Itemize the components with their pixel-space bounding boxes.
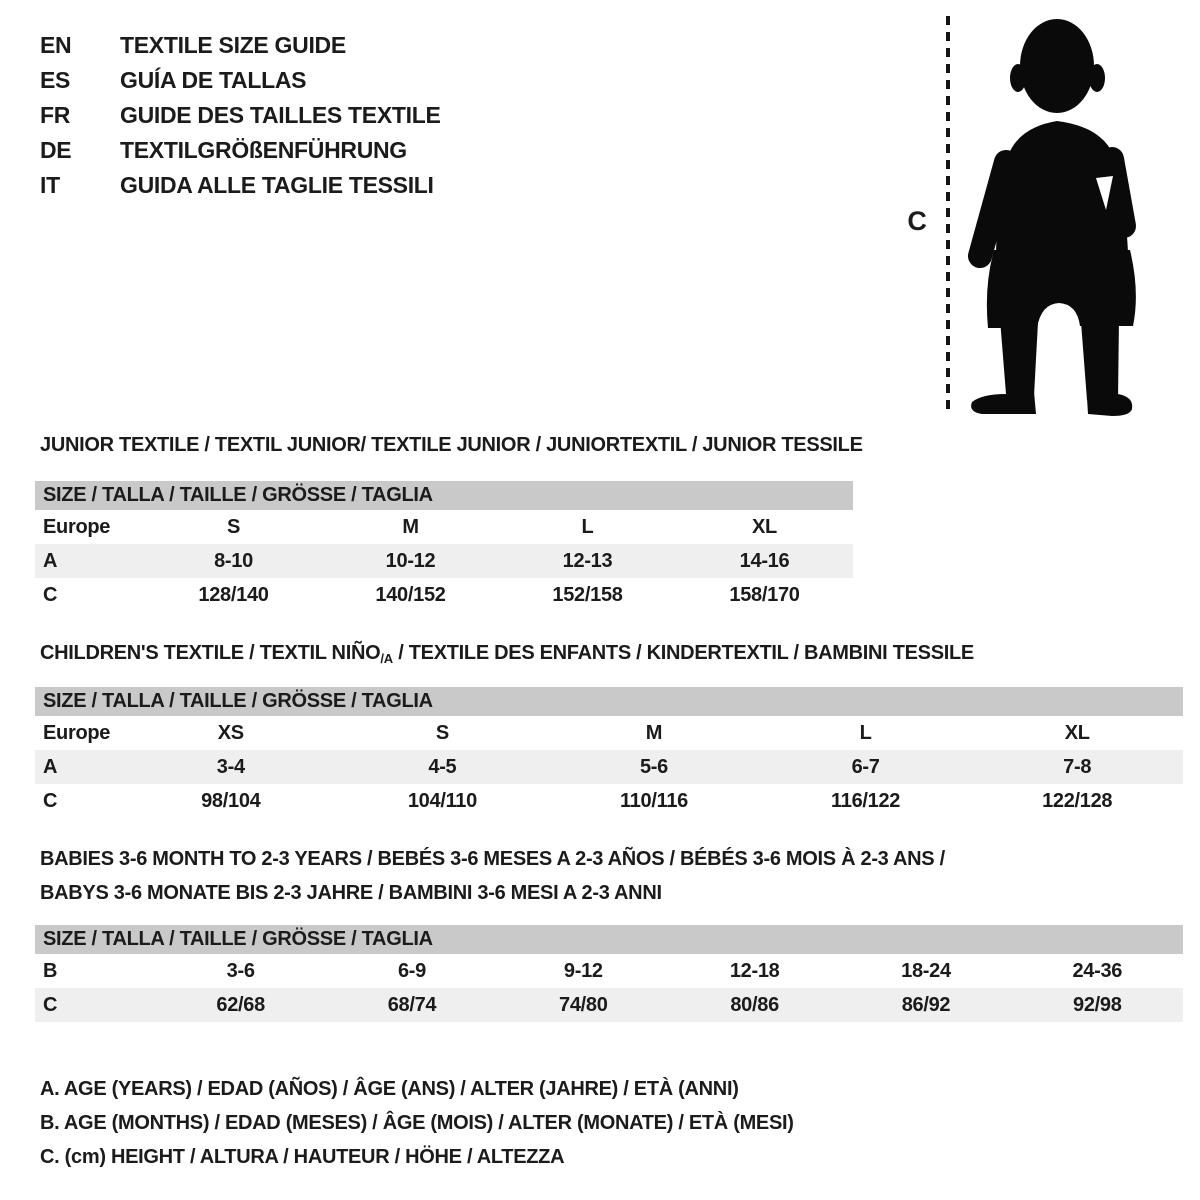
- height-cell: 116/122: [831, 789, 901, 812]
- height-cell: 110/116: [619, 789, 688, 812]
- lang-code: IT: [40, 172, 60, 198]
- babies-title-line1: BABIES 3-6 MONTH TO 2-3 YEARS / BEBÉS 3-6 MESES A 2-3 AÑOS / BÉBÉS 3-6 MOIS À 2-3 ANS /: [40, 848, 945, 870]
- children-title-subscript: /A: [380, 651, 393, 666]
- age-cell: 8-10: [214, 549, 253, 572]
- row-label: B: [43, 959, 58, 982]
- language-title-list: [40, 28, 441, 203]
- table-row-age: [35, 750, 1183, 784]
- height-cell: 128/140: [198, 583, 269, 606]
- age-cell: 3-4: [216, 755, 245, 778]
- lang-row-it: [40, 168, 441, 203]
- lang-row-en: [40, 28, 441, 63]
- legend-line-c: C. (cm) HEIGHT / ALTURA / HAUTEUR / HÖHE / ALTEZZA: [40, 1146, 565, 1168]
- junior-table-header: SIZE / TALLA / TAILLE / GRÖSSE / TAGLIA: [35, 481, 853, 510]
- table-row-height: [35, 988, 1183, 1022]
- height-cell: 152/158: [552, 583, 623, 606]
- months-cell: 9-12: [563, 959, 603, 982]
- table-row-age: [35, 544, 853, 578]
- row-label: C: [43, 993, 58, 1016]
- table-row-europe: [35, 510, 853, 544]
- height-cell: 98/104: [201, 789, 261, 812]
- children-section-title: [40, 642, 974, 666]
- toddler-silhouette-icon: [960, 14, 1140, 416]
- age-cell: 6-7: [851, 755, 880, 778]
- lang-title: TEXTILGRÖßENFÜHRUNG: [120, 137, 407, 163]
- height-cell: 158/170: [729, 583, 800, 606]
- table-row-europe: [35, 716, 1183, 750]
- size-cell: S: [226, 515, 241, 538]
- table-row-height: [35, 578, 853, 612]
- months-cell: 12-18: [729, 959, 780, 982]
- row-label: C: [43, 789, 58, 812]
- age-cell: 12-13: [562, 549, 613, 572]
- junior-size-table: [35, 481, 853, 612]
- row-label: Europe: [43, 721, 111, 744]
- junior-section-title: JUNIOR TEXTILE / TEXTIL JUNIOR/ TEXTILE JUNIOR / JUNIORTEXTIL / JUNIOR TESSILE: [40, 434, 863, 456]
- lang-row-fr: [40, 98, 441, 133]
- size-cell: L: [859, 721, 872, 744]
- children-title-part2: / TEXTILE DES ENFANTS / KINDERTEXTIL / BAMBINI TESSILE: [392, 642, 974, 664]
- months-cell: 3-6: [226, 959, 255, 982]
- measure-legend: [40, 1072, 794, 1174]
- lang-title: GUIDA ALLE TAGLIE TESSILI: [120, 172, 434, 198]
- children-size-table: [35, 687, 1183, 818]
- height-cell: 92/98: [1073, 993, 1122, 1016]
- babies-title-line2: BABYS 3-6 MONATE BIS 2-3 JAHRE / BAMBINI 3-6 MESI A 2-3 ANNI: [40, 882, 662, 904]
- size-cell: XL: [752, 515, 777, 538]
- row-label: A: [43, 549, 58, 572]
- babies-section-title: [40, 842, 945, 910]
- lang-code: DE: [40, 137, 72, 163]
- height-cell: 80/86: [730, 993, 779, 1016]
- months-cell: 6-9: [397, 959, 426, 982]
- babies-size-table: [35, 925, 1183, 1022]
- lang-code: ES: [40, 67, 71, 93]
- babies-table-header: SIZE / TALLA / TAILLE / GRÖSSE / TAGLIA: [35, 925, 1183, 954]
- height-cell: 74/80: [559, 993, 608, 1016]
- lang-title: GUÍA DE TALLAS: [120, 67, 307, 93]
- height-cell: 68/74: [387, 993, 437, 1016]
- height-cell: 62/68: [216, 993, 265, 1016]
- lang-row-es: [40, 63, 441, 98]
- lang-row-de: [40, 133, 441, 168]
- age-cell: 4-5: [428, 755, 457, 778]
- lang-title: TEXTILE SIZE GUIDE: [120, 32, 346, 58]
- height-cell: 140/152: [375, 583, 446, 606]
- size-cell: XS: [217, 721, 244, 744]
- size-cell: XL: [1064, 721, 1090, 744]
- age-cell: 7-8: [1063, 755, 1092, 778]
- row-label: C: [43, 583, 58, 606]
- children-table-header: SIZE / TALLA / TAILLE / GRÖSSE / TAGLIA: [35, 687, 1183, 716]
- lang-title: GUIDE DES TAILLES TEXTILE: [120, 102, 441, 128]
- size-cell: M: [645, 721, 663, 744]
- height-cell: 86/92: [901, 993, 951, 1016]
- months-cell: 24-36: [1072, 959, 1123, 982]
- age-cell: 14-16: [739, 549, 790, 572]
- children-title-part1: CHILDREN'S TEXTILE / TEXTIL NIÑO: [40, 642, 381, 664]
- size-cell: S: [435, 721, 449, 744]
- row-label: A: [43, 755, 58, 778]
- months-cell: 18-24: [901, 959, 951, 982]
- lang-code: EN: [40, 32, 72, 58]
- age-cell: 5-6: [639, 755, 668, 778]
- height-cell: 104/110: [407, 789, 477, 812]
- row-label: Europe: [43, 515, 111, 538]
- lang-code: FR: [40, 102, 71, 128]
- table-row-height: [35, 784, 1183, 818]
- height-cell: 122/128: [1042, 789, 1113, 812]
- table-row-months: [35, 954, 1183, 988]
- size-cell: L: [581, 515, 594, 538]
- height-dashed-line: [946, 16, 950, 416]
- size-cell: M: [402, 515, 419, 538]
- legend-line-a: A. AGE (YEARS) / EDAD (AÑOS) / ÂGE (ANS) / ALTER (JAHRE) / ETÀ (ANNI): [40, 1078, 739, 1100]
- legend-line-b: B. AGE (MONTHS) / EDAD (MESES) / ÂGE (MOIS) / ALTER (MONATE) / ETÀ (MESI): [40, 1112, 794, 1134]
- height-marker-label: C: [907, 206, 927, 236]
- age-cell: 10-12: [385, 549, 436, 572]
